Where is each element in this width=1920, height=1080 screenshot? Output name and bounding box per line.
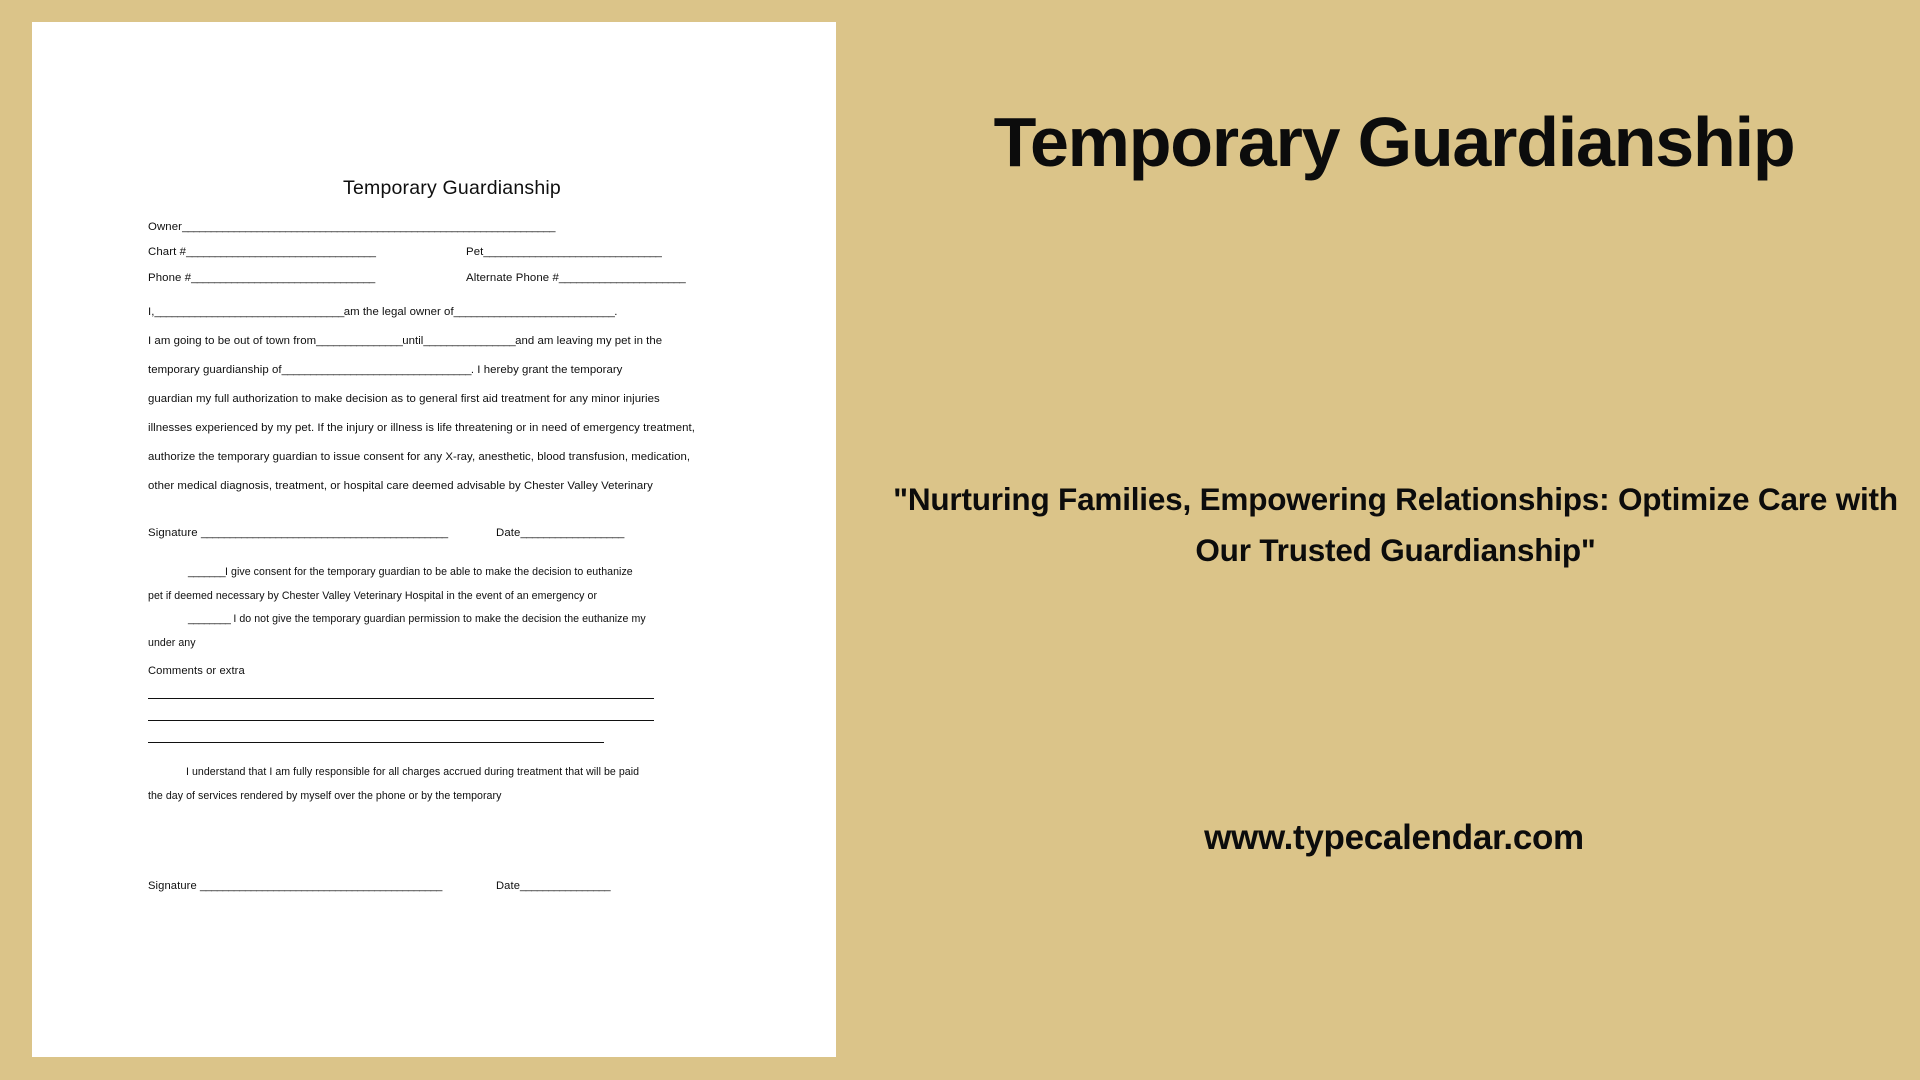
alternate-phone-label: Alternate Phone # (466, 271, 559, 284)
alternate-phone-field (466, 273, 685, 285)
consent-line-4: under any (148, 636, 196, 649)
date-label-one: Date (496, 527, 521, 540)
signature-label-one: Signature (148, 527, 198, 540)
comments-label: Comments or extra (148, 665, 245, 678)
body-line-2-rule-2: ________________ (423, 335, 516, 348)
closing-text-one: I understand that I am fully responsible for all charges accrued during treatment that will be paid (186, 766, 640, 779)
signature-block-two (148, 880, 768, 892)
closing-line-1 (148, 761, 768, 785)
date-rule-two: ________________ (520, 880, 610, 893)
body-line-1-c: . (614, 306, 618, 319)
body-line-2-rule-1: _______________ (316, 335, 403, 348)
promo-website-url: www.typecalendar.com (1204, 818, 1584, 857)
body-line-2-c: and am leaving my pet in the (515, 335, 663, 348)
comments-write-line-2 (148, 720, 654, 721)
pet-label: Pet (466, 246, 484, 259)
consent-section (148, 561, 768, 655)
owner-field (148, 222, 768, 234)
phone-label: Phone # (148, 271, 192, 284)
phone-row (148, 273, 768, 285)
body-line-1-rule-2: ____________________________ (453, 306, 615, 319)
date-label-two: Date (496, 880, 521, 893)
consent-rule-two: ________ (188, 613, 231, 626)
comments-write-line-1 (148, 698, 654, 699)
phone-rule: ________________________________ (191, 271, 375, 284)
consent-rule-one: _______ (188, 566, 226, 579)
date-field-two (496, 880, 610, 892)
body-line-1-rule-1: _________________________________ (154, 306, 344, 319)
body-paragraph (148, 298, 768, 501)
date-field-one (496, 527, 624, 539)
body-line-2-a: I am going to be out of town from (148, 335, 317, 348)
body-line-6: authorize the temporary guardian to issue consent for any X-ray, anesthetic, blood transfusion, medication, (148, 451, 691, 464)
document-content (148, 177, 768, 892)
document-title: Temporary Guardianship (343, 177, 561, 199)
closing-section (148, 761, 768, 808)
document-preview (32, 22, 836, 1057)
signature-rule-two: ___________________________________________ (200, 880, 442, 893)
chart-rule: _________________________________ (186, 246, 376, 259)
body-line-3-rule: _________________________________ (281, 364, 471, 377)
body-line-2-b: until (402, 335, 424, 348)
body-line-1-b: am the legal owner of (343, 306, 454, 319)
promo-heading: Temporary Guardianship (993, 103, 1795, 181)
promo-tagline: "Nurturing Families, Empowering Relationships: Optimize Care with Our Trusted Guardianship" (893, 481, 1898, 569)
signature-block-one (148, 527, 768, 539)
consent-line-2: pet if deemed necessary by Chester Valley Veterinary Hospital in the event of an emergency or (148, 589, 598, 602)
signature-field-one (148, 527, 496, 539)
consent-line-3 (148, 608, 768, 632)
chart-field (148, 247, 466, 259)
owner-rule: _________________________________________________________________ (182, 221, 555, 233)
promo-panel (868, 0, 1920, 1080)
consent-text-two: I do not give the temporary guardian permission to make the decision the euthanize my (233, 613, 646, 626)
comments-write-line-3 (148, 742, 604, 743)
body-line-2 (148, 327, 768, 356)
signature-rule-one: ___________________________________________ (200, 527, 448, 540)
body-line-1-a: I, (148, 306, 155, 319)
body-line-1 (148, 298, 768, 327)
chart-label: Chart # (148, 246, 187, 259)
closing-line-2: the day of services rendered by myself over the phone or by the temporary (148, 789, 502, 802)
signature-label-two: Signature (148, 880, 197, 893)
body-line-4: guardian my full authorization to make decision as to general first aid treatment for any minor injuries (148, 393, 660, 406)
body-line-3-a: temporary guardianship of (148, 364, 282, 377)
body-line-5: illnesses experienced by my pet. If the injury or illness is life threatening or in need of emergency treatment, (148, 422, 695, 435)
owner-label: Owner (148, 221, 183, 233)
body-line-7: other medical diagnosis, treatment, or hospital care deemed advisable by Chester Valley Veterinary (148, 480, 653, 493)
chart-pet-row (148, 247, 768, 259)
phone-field (148, 273, 466, 285)
body-line-3 (148, 356, 768, 385)
date-rule-one: __________________ (520, 527, 624, 540)
pet-rule: _______________________________ (483, 246, 662, 259)
consent-line-1 (148, 561, 768, 585)
signature-field-two (148, 880, 496, 892)
consent-text-one: I give consent for the temporary guardian to be able to make the decision to euthanize (225, 566, 633, 579)
pet-field (466, 247, 661, 259)
alternate-phone-rule: ______________________ (558, 271, 686, 284)
body-line-3-b: . I hereby grant the temporary (470, 364, 623, 377)
